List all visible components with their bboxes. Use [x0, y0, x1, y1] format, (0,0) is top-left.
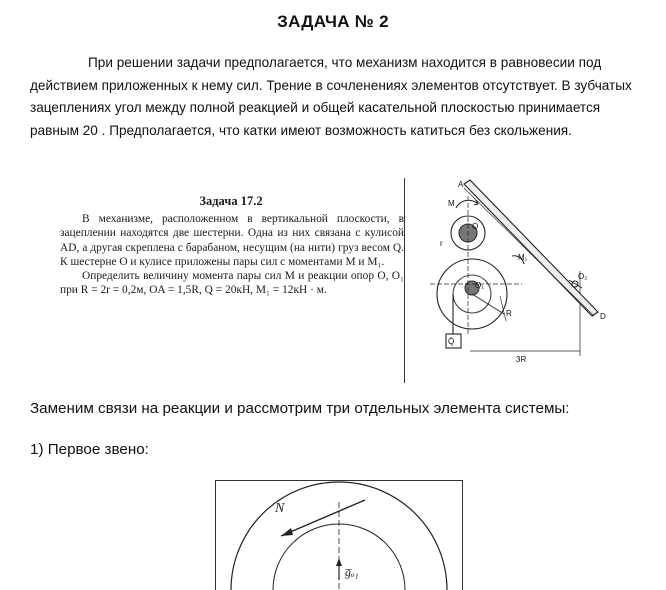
free-body-diagram — [215, 480, 463, 590]
label-o1: O₁ — [475, 281, 484, 290]
fbd-label-n: N — [275, 501, 285, 516]
fbd-force-n — [281, 500, 365, 536]
label-m1: M₁ — [518, 253, 528, 262]
intro-paragraph — [30, 52, 640, 142]
task-title: Задача 17.2 — [199, 194, 263, 208]
rod-ad — [464, 180, 598, 316]
task-body — [58, 212, 404, 298]
label-q: Q̄ — [448, 337, 455, 346]
fbd-force-g-arrowhead — [336, 558, 342, 566]
label-m: M — [448, 199, 455, 208]
label-o2: O₂ — [578, 272, 588, 281]
intro-text: При решении задачи предполагается, что механизм находится в равновесии под действием приложенных к нему сил. Трение в сочленениях элементов отсутствует. В зубчатых зацеплениях угол между полной реакцией и общей касательной плоскостью принимается равным 20 . Предполагается, что катки имеют возможность катиться без скольжения. — [30, 55, 632, 138]
divider-line — [404, 178, 405, 383]
moment-arrow-m — [456, 200, 478, 208]
task-paragraph-2: Определить величину момента пары сил M и реакции опор O, O₁ при R = 2r = 0,2м, OA = 1,5R, Q = 20кН, M₁ = 12кН · м. — [60, 270, 404, 297]
mechanism-diagram — [412, 176, 624, 376]
label-d: D — [600, 312, 606, 321]
task-scan — [58, 178, 404, 378]
label-big-r: R — [506, 309, 512, 318]
label-o: O — [472, 222, 479, 231]
task-paragraph-1: В механизме, расположенном в вертикальной плоскости, в зацеплении находятся две шестерни. Одна из них связана с кулисой AD, а другая скреплена с барабаном, несущим (на нити) груз весом Q. К шестерне O и кулисе приложены пары сил с моментами M и M₁. — [60, 213, 404, 268]
radius-line — [472, 294, 504, 314]
label-a: A — [458, 180, 464, 189]
page-title: ЗАДАЧА № 2 — [277, 12, 389, 31]
fbd-force-n-arrowhead — [281, 528, 293, 536]
rod-inner-line — [464, 188, 594, 316]
section-intro-text: Заменим связи на реакции и рассмотрим три отдельных элемента системы: — [30, 400, 570, 417]
fbd-label-g: g̅ₒ₁ — [345, 565, 359, 579]
label-r: r — [440, 239, 443, 248]
section-first-link: 1) Первое звено: — [30, 441, 149, 458]
label-3r: 3R — [516, 355, 527, 364]
